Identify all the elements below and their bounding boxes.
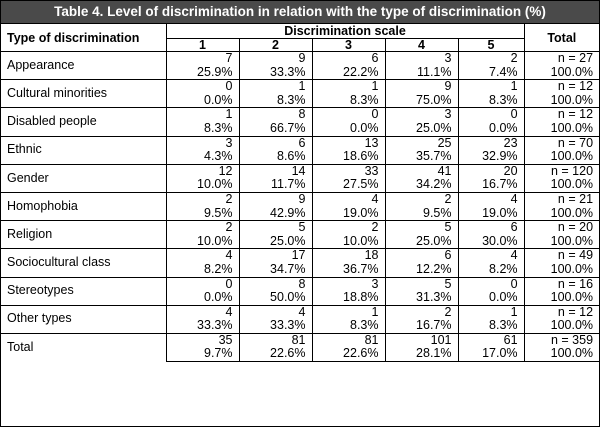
count-cell: 81 [312, 333, 385, 347]
row-label: Religion [1, 221, 166, 249]
percent-cell: 10.0% [166, 178, 239, 192]
table-row [1, 221, 599, 235]
count-cell: 2 [385, 305, 458, 319]
total-percent-cell: 100.0% [524, 122, 599, 136]
percent-cell: 42.9% [239, 207, 312, 221]
total-percent-cell: 100.0% [524, 319, 599, 333]
count-cell: 2 [312, 221, 385, 235]
row-label: Disabled people [1, 108, 166, 136]
count-cell: 25 [385, 136, 458, 150]
count-cell: 3 [166, 136, 239, 150]
percent-cell: 8.3% [458, 94, 524, 108]
total-percent-cell: 100.0% [524, 178, 599, 192]
percent-cell: 22.2% [312, 66, 385, 80]
percent-cell: 18.6% [312, 150, 385, 164]
count-cell: 7 [166, 52, 239, 66]
percent-cell: 12.2% [385, 263, 458, 277]
count-cell: 33 [312, 164, 385, 178]
row-label: Ethnic [1, 136, 166, 164]
row-label: Sociocultural class [1, 249, 166, 277]
table-row [1, 249, 599, 263]
count-cell: 5 [385, 277, 458, 291]
count-cell: 6 [385, 249, 458, 263]
percent-cell: 28.1% [385, 347, 458, 361]
percent-cell: 9.7% [166, 347, 239, 361]
table-row [1, 80, 599, 94]
total-n-cell: n = 27 [524, 52, 599, 66]
row-label: Total [1, 333, 166, 361]
table-row [1, 52, 599, 66]
percent-cell: 34.2% [385, 178, 458, 192]
total-percent-cell: 100.0% [524, 291, 599, 305]
count-cell: 1 [239, 80, 312, 94]
count-cell: 2 [458, 52, 524, 66]
percent-cell: 36.7% [312, 263, 385, 277]
percent-cell: 4.3% [166, 150, 239, 164]
percent-cell: 10.0% [312, 235, 385, 249]
table-row [1, 192, 599, 206]
scale-value-header: 3 [312, 39, 385, 52]
table-row [1, 277, 599, 291]
percent-cell: 11.7% [239, 178, 312, 192]
count-cell: 0 [458, 277, 524, 291]
percent-cell: 32.9% [458, 150, 524, 164]
total-n-cell: n = 20 [524, 221, 599, 235]
percent-cell: 8.3% [239, 94, 312, 108]
count-cell: 81 [239, 333, 312, 347]
type-column-header: Type of discrimination [1, 24, 166, 52]
percent-cell: 35.7% [385, 150, 458, 164]
count-cell: 35 [166, 333, 239, 347]
count-cell: 4 [458, 192, 524, 206]
count-cell: 0 [312, 108, 385, 122]
total-n-cell: n = 359 [524, 333, 599, 347]
scale-value-header: 2 [239, 39, 312, 52]
row-label: Homophobia [1, 192, 166, 220]
row-label: Cultural minorities [1, 80, 166, 108]
count-cell: 9 [385, 80, 458, 94]
total-percent-cell: 100.0% [524, 207, 599, 221]
count-cell: 8 [239, 108, 312, 122]
row-label: Stereotypes [1, 277, 166, 305]
percent-cell: 10.0% [166, 235, 239, 249]
table-row [1, 164, 599, 178]
count-cell: 1 [458, 305, 524, 319]
percent-cell: 8.3% [166, 122, 239, 136]
row-label: Gender [1, 164, 166, 192]
count-cell: 6 [312, 52, 385, 66]
total-n-cell: n = 21 [524, 192, 599, 206]
count-cell: 18 [312, 249, 385, 263]
total-column-header: Total [524, 24, 599, 52]
total-percent-cell: 100.0% [524, 150, 599, 164]
count-cell: 1 [312, 80, 385, 94]
scale-value-header: 5 [458, 39, 524, 52]
table-title: Table 4. Level of discrimination in relation with the type of discrimination (%) [1, 1, 599, 24]
table-row [1, 305, 599, 319]
count-cell: 9 [239, 52, 312, 66]
percent-cell: 50.0% [239, 291, 312, 305]
percent-cell: 8.6% [239, 150, 312, 164]
count-cell: 41 [385, 164, 458, 178]
count-cell: 3 [312, 277, 385, 291]
count-cell: 17 [239, 249, 312, 263]
percent-cell: 9.5% [166, 207, 239, 221]
count-cell: 5 [385, 221, 458, 235]
percent-cell: 0.0% [166, 94, 239, 108]
percent-cell: 8.3% [458, 319, 524, 333]
count-cell: 4 [312, 192, 385, 206]
count-cell: 13 [312, 136, 385, 150]
percent-cell: 75.0% [385, 94, 458, 108]
count-cell: 23 [458, 136, 524, 150]
percent-cell: 0.0% [458, 291, 524, 305]
percent-cell: 17.0% [458, 347, 524, 361]
count-cell: 4 [166, 305, 239, 319]
count-cell: 2 [166, 192, 239, 206]
count-cell: 12 [166, 164, 239, 178]
count-cell: 1 [166, 108, 239, 122]
count-cell: 4 [458, 249, 524, 263]
count-cell: 0 [166, 277, 239, 291]
percent-cell: 9.5% [385, 207, 458, 221]
percent-cell: 33.3% [239, 66, 312, 80]
percent-cell: 7.4% [458, 66, 524, 80]
percent-cell: 66.7% [239, 122, 312, 136]
percent-cell: 22.6% [239, 347, 312, 361]
total-n-cell: n = 49 [524, 249, 599, 263]
count-cell: 0 [166, 80, 239, 94]
count-cell: 6 [458, 221, 524, 235]
count-cell: 1 [458, 80, 524, 94]
total-n-cell: n = 12 [524, 80, 599, 94]
count-cell: 20 [458, 164, 524, 178]
percent-cell: 25.0% [385, 122, 458, 136]
header-row-1 [1, 24, 599, 39]
percent-cell: 34.7% [239, 263, 312, 277]
total-percent-cell: 100.0% [524, 66, 599, 80]
scale-value-header: 1 [166, 39, 239, 52]
count-cell: 1 [312, 305, 385, 319]
count-cell: 61 [458, 333, 524, 347]
scale-header: Discrimination scale [166, 24, 524, 39]
percent-cell: 25.9% [166, 66, 239, 80]
total-n-cell: n = 16 [524, 277, 599, 291]
count-cell: 101 [385, 333, 458, 347]
percent-cell: 31.3% [385, 291, 458, 305]
count-cell: 9 [239, 192, 312, 206]
count-cell: 8 [239, 277, 312, 291]
total-n-cell: n = 70 [524, 136, 599, 150]
total-n-cell: n = 12 [524, 108, 599, 122]
percent-cell: 8.3% [312, 94, 385, 108]
row-label: Appearance [1, 52, 166, 80]
count-cell: 3 [385, 52, 458, 66]
percent-cell: 0.0% [166, 291, 239, 305]
count-cell: 6 [239, 136, 312, 150]
percent-cell: 25.0% [239, 235, 312, 249]
count-cell: 14 [239, 164, 312, 178]
count-cell: 4 [239, 305, 312, 319]
table-row [1, 333, 599, 347]
percent-cell: 22.6% [312, 347, 385, 361]
total-n-cell: n = 12 [524, 305, 599, 319]
table-row [1, 108, 599, 122]
percent-cell: 27.5% [312, 178, 385, 192]
row-label: Other types [1, 305, 166, 333]
count-cell: 2 [385, 192, 458, 206]
percent-cell: 8.2% [458, 263, 524, 277]
percent-cell: 19.0% [458, 207, 524, 221]
percent-cell: 16.7% [458, 178, 524, 192]
percent-cell: 30.0% [458, 235, 524, 249]
total-percent-cell: 100.0% [524, 263, 599, 277]
total-percent-cell: 100.0% [524, 235, 599, 249]
count-cell: 4 [166, 249, 239, 263]
total-percent-cell: 100.0% [524, 347, 599, 361]
total-n-cell: n = 120 [524, 164, 599, 178]
total-percent-cell: 100.0% [524, 94, 599, 108]
percent-cell: 18.8% [312, 291, 385, 305]
percent-cell: 8.3% [312, 319, 385, 333]
percent-cell: 16.7% [385, 319, 458, 333]
percent-cell: 33.3% [166, 319, 239, 333]
discrimination-table [1, 24, 599, 362]
scale-value-header: 4 [385, 39, 458, 52]
count-cell: 5 [239, 221, 312, 235]
count-cell: 0 [458, 108, 524, 122]
table-row [1, 136, 599, 150]
percent-cell: 19.0% [312, 207, 385, 221]
count-cell: 3 [385, 108, 458, 122]
percent-cell: 0.0% [312, 122, 385, 136]
percent-cell: 8.2% [166, 263, 239, 277]
percent-cell: 11.1% [385, 66, 458, 80]
percent-cell: 33.3% [239, 319, 312, 333]
percent-cell: 0.0% [458, 122, 524, 136]
percent-cell: 25.0% [385, 235, 458, 249]
count-cell: 2 [166, 221, 239, 235]
